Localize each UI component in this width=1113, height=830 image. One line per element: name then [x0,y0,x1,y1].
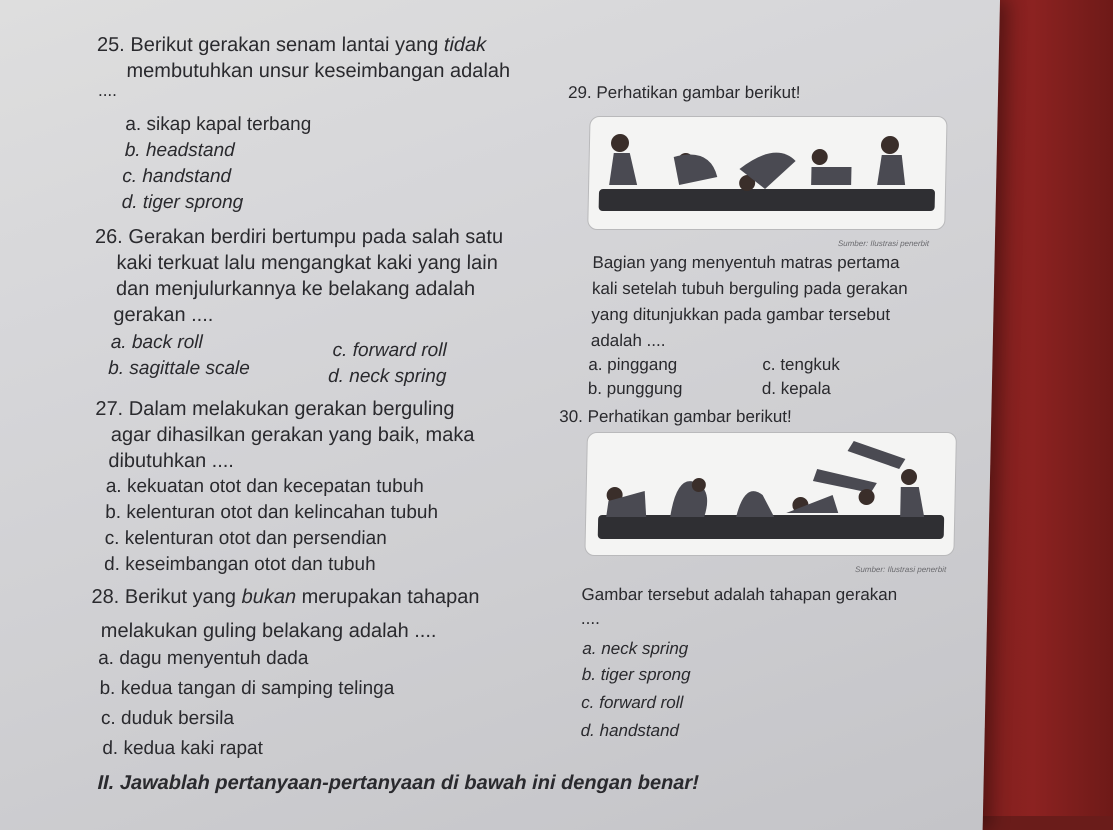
q29-line2: kali setelah tubuh berguling pada gerakan [591,279,908,298]
q25-line2: membutuhkan unsur keseimbangan adalah [126,60,511,82]
q30-title: 30. Perhatikan gambar berikut! [559,407,792,426]
q30-option-c: c. forward roll [581,693,684,712]
q27-option-c: c. kelenturan otot dan persendian [104,528,387,549]
q29-option-a: a. pinggang [588,355,678,374]
q27-option-b: b. kelenturan otot dan kelincahan tubuh [105,502,439,523]
q30-caption: Sumber: Ilustrasi penerbit [854,565,947,574]
q28-option-b: b. kedua tangan di samping telinga [99,678,395,699]
q26-option-b: b. sagittale scale [108,358,251,379]
q25-dots: .... [97,81,118,100]
q28-line1: 28. Berikut yang bukan merupakan tahapan [91,586,480,608]
q26-line4: gerakan .... [113,304,214,326]
q25-option-b: b. headstand [124,140,235,161]
q26-line2: kaki terkuat lalu mengangkat kaki yang lain [116,252,499,274]
q29-option-b: b. punggung [587,379,683,398]
q28-line2: melakukan guling belakang adalah .... [100,620,437,642]
q28-option-a: a. dagu menyentuh dada [97,648,309,669]
q30-option-d: d. handstand [580,721,680,740]
q28-option-d: d. kedua kaki rapat [102,738,264,759]
q25-line1: 25. Berikut gerakan senam lantai yang tidak [96,34,487,56]
q26-option-d: d. neck spring [327,366,447,387]
q25-option-c: c. handstand [122,166,232,187]
q25-option-d: d. tiger sprong [121,192,244,213]
q29-option-c: c. tengkuk [762,355,841,374]
q29-forward-roll-figure [587,116,947,248]
q27-line3: dibutuhkan .... [108,450,235,472]
q30-option-a: a. neck spring [582,639,689,658]
q30-figure [584,432,957,574]
q27-option-a: a. kekuatan otot dan kecepatan tubuh [105,476,425,497]
section-2-title: II. Jawablah pertanyaan-pertanyaan di bawah ini dengan benar! [97,772,700,794]
q29-option-d: d. kepala [761,379,832,398]
q29-caption: Sumber: Ilustrasi penerbit [837,239,930,248]
forward-roll-illustration [588,117,946,229]
q27-line1: 27. Dalam melakukan gerakan berguling [95,398,455,420]
q29-line4: adalah .... [590,331,666,350]
q30-dots: .... [580,609,601,628]
q26-line3: dan menjulurkannya ke belakang adalah [115,278,476,300]
q26-option-c: c. forward roll [332,340,447,361]
q26-line1: 26. Gerakan berdiri bertumpu pada salah satu [94,226,504,248]
q26-option-a: a. back roll [110,332,203,353]
q29-line3: yang ditunjukkan pada gambar tersebut [591,305,891,324]
q29-title: 29. Perhatikan gambar berikut! [567,83,801,102]
q27-option-d: d. keseimbangan otot dan tubuh [103,554,376,575]
q25-option-a: a. sikap kapal terbang [125,114,312,135]
q27-line2: agar dihasilkan gerakan yang baik, maka [110,424,475,446]
q30-line1: Gambar tersebut adalah tahapan gerakan [581,585,898,604]
q30-option-b: b. tiger sprong [581,665,691,684]
q28-option-c: c. duduk bersila [100,708,235,729]
q29-line1: Bagian yang menyentuh matras pertama [592,253,900,272]
gymnastics-sequence-illustration [585,433,956,555]
